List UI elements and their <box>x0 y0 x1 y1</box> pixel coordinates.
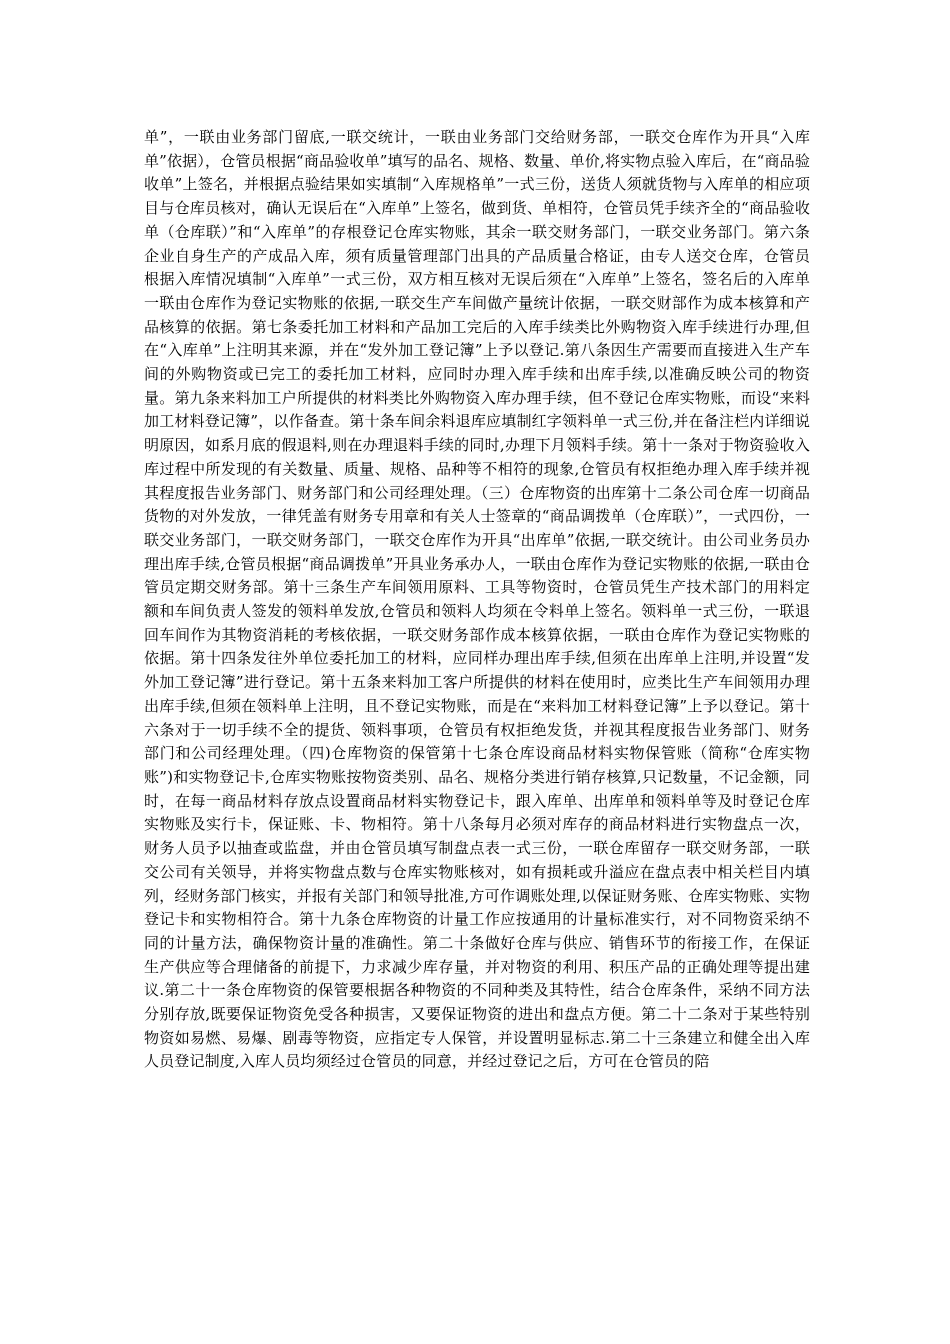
body-paragraph: 单”，一联由业务部门留底,一联交统计，一联由业务部门交给财务部，一联交仓库作为开具“入库单”依据），仓管员根据“商品验收单”填写的品名、规格、数量、单价,将实物点验入库后，在“商品验收单”上签名，并根据点验结果如实填制“入库规格单”一式三份，送货人须就货物与入库单的相应项目与仓库员核对，确认无误后在“入库单”上签名，做到货、单相符，仓管员凭手续齐全的“商品验收单（仓库联）”和“入库单”的存根登记仓库实物账，其余一联交财务部门，一联交业务部门。第六条企业自身生产的产成品入库，须有质量管理部门出具的产品质量合格证，由专人送交仓库，仓管员根据入库情况填制“入库单”一式三份，双方相互核对无误后须在“入库单”上签名，签名后的入库单一联由仓库作为登记实物账的依据,一联交生产车间做产量统计依据，一联交财部作为成本核算和产品核算的依据。第七条委托加工材料和产品加工完后的入库手续类比外购物资入库手续进行办理,但在“入库单”上注明其来源，并在“发外加工登记簿”上予以登记.第八条因生产需要而直接进入生产车间的外购物资或已完工的委托加工材料，应同时办理入库手续和出库手续,以准确反映公司的物资量。第九条来料加工户所提供的材料类比外购物资入库办理手续，但不登记仓库实物账，而设“来料加工材料登记簿”，以作备查。第十条车间余料退库应填制红字领料单一式三份,并在备注栏内详细说明原因，如系月底的假退料,则在办理退料手续的同时,办理下月领料手续。第十一条对于物资验收入库过程中所发现的有关数量、质量、规格、品种等不相符的现象,仓管员有权拒绝办理入库手续并视其程度报告业务部门、财务部门和公司经理处理。（三）仓库物资的出库第十二条公司仓库一切商品货物的对外发放，一律凭盖有财务专用章和有关人士签章的“商品调拨单（仓库联）”，一式四份，一联交业务部门，一联交财务部门，一联交仓库作为开具“出库单”依据,一联交统计。由公司业务员办理出库手续,仓管员根据“商品调拨单”开具业务承办人，一联由仓库作为登记实物账的依据,一联由仓管员定期交财务部。第十三条生产车间领用原料、工具等物资时，仓管员凭生产技术部门的用料定额和车间负责人签发的领料单发放,仓管员和领料人均须在令料单上签名。领料单一式三份，一联退回车间作为其物资消耗的考核依据，一联交财务部作成本核算依据，一联由仓库作为登记实物账的依据。第十四条发往外单位委托加工的材料，应同样办理出库手续,但须在出库单上注明,并设置“发外加工登记簿”进行登记。第十五条来料加工客户所提供的材料在使用时，应类比生产车间领用办理出库手续,但须在领料单上注明，且不登记实物账，而是在“来料加工材料登记簿”上予以登记。第十六条对于一切手续不全的提货、领料事项，仓管员有权拒绝发货，并视其程度报告业务部门、财务部门和公司经理处理。（四)仓库物资的保管第十七条仓库设商品材料实物保管账（简称“仓库实物账”)和实物登记卡,仓库实物账按物资类别、品名、规格分类进行销存核算,只记数量，不记金额，同时，在每一商品材料存放点设置商品材料实物登记卡，跟入库单、出库单和领料单等及时登记仓库实物账及实行卡，保证账、卡、物相符。第十八条每月必须对库存的商品材料进行实物盘点一次，财务人员予以抽查或监盘，并由仓管员填写制盘点表一式三份，一联仓库留存一联交财务部，一联交公司有关领导，并将实物盘点数与仓库实物账核对，如有损耗或升溢应在盘点表中相关栏目内填列，经财务部门核实，并报有关部门和领导批准,方可作调账处理,以保证财务账、仓库实物账、实物登记卡和实物相符合。第十九条仓库物资的计量工作应按通用的计量标准实行，对不同物资采纳不同的计量方法，确保物资计量的准确性。第二十条做好仓库与供应、销售环节的衔接工作，在保证生产供应等合理储备的前提下，力求减少库存量，并对物资的利用、积压产品的正确处理等提出建议.第二十一条仓库物资的保管要根据各种物资的不同种类及其特性，结合仓库条件，采纳不同方法分别存放,既要保证物资免受各种损害，又要保证物资的进出和盘点方便。第二十二条对于某些特别物资如易燃、易爆、剧毒等物资，应指定专人保管，并设置明显标志.第二十三条建立和健全出入库人员登记制度,入库人员均须经过仓管员的同意，并经过登记之后，方可在仓管员的陪 <box>144 128 810 1071</box>
